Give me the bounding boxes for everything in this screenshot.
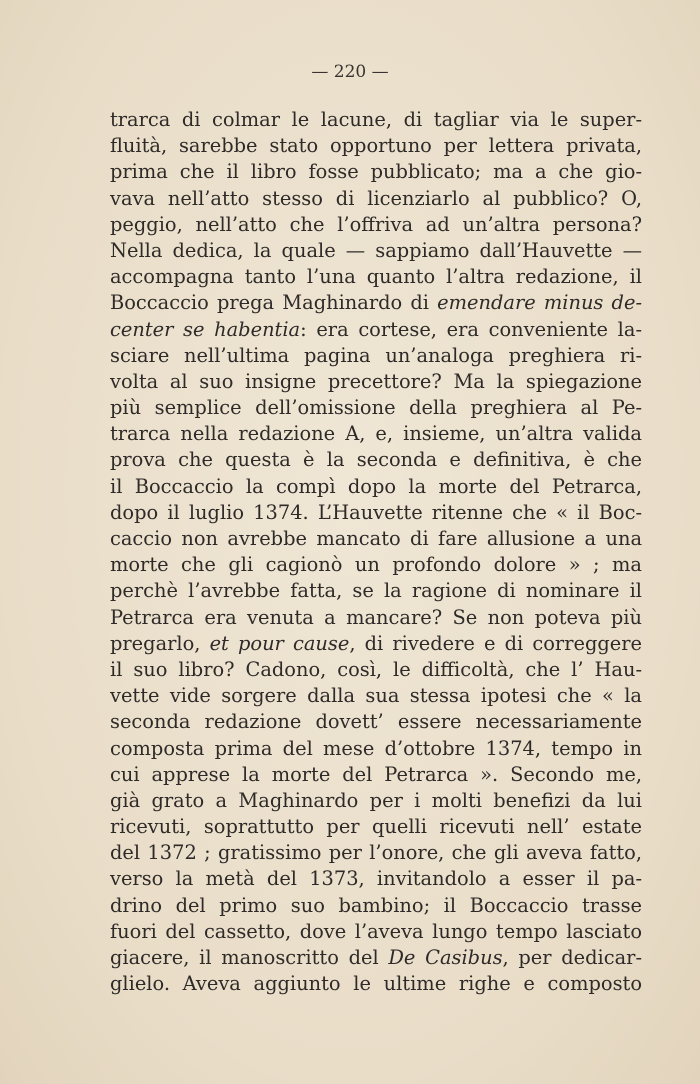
text-line: [110, 814, 642, 840]
text-run: perchè l’avrebbe fatta, se la ragione di nominare il: [110, 579, 642, 603]
text-line: [110, 317, 642, 343]
text-run: cui apprese la morte del Petrarca ». Secondo me,: [110, 762, 642, 786]
text-run: seconda redazione dovett’ essere necessariamente: [110, 710, 642, 734]
text-run: Petrarca era venuta a mancare? Se non poteva più: [110, 605, 642, 629]
text-line: [110, 212, 642, 238]
text-line: [110, 683, 642, 709]
text-run: del 1372 ; gratissimo per l’onore, che gli aveva fatto,: [110, 841, 642, 865]
text-run: fluità, sarebbe stato opportuno per lettera privata,: [110, 134, 642, 158]
text-run: composta prima del mese d’ottobre 1374, tempo in: [110, 736, 642, 760]
italic-phrase: et pour cause: [209, 631, 350, 655]
text-line: [110, 447, 642, 473]
text-line: [110, 133, 642, 159]
text-line: [110, 343, 642, 369]
text-line: [110, 526, 642, 552]
text-run: volta al suo insigne precettore? Ma la spiegazione: [110, 369, 642, 393]
text-run: dopo il luglio 1374. L’Hauvette ritenne che « il Boc-: [110, 500, 642, 524]
text-run: caccio non avrebbe mancato di fare allusione a una: [110, 527, 642, 550]
text-run: trarca nella redazione A, e, insieme, un’altra valida: [110, 422, 642, 446]
text-line: [110, 709, 642, 735]
text-run: giacere, il manoscritto del: [110, 946, 389, 969]
text-line: [110, 866, 642, 892]
text-run: pregarlo,: [110, 631, 210, 655]
text-run: , di rivedere e di correggere: [349, 631, 642, 655]
text-run: verso la metà del 1373, invitandolo a esser il pa-: [110, 867, 642, 891]
text-line: [110, 369, 642, 395]
text-line: [110, 657, 642, 683]
text-line: [110, 395, 642, 421]
text-line: [110, 788, 642, 814]
text-line: [110, 500, 642, 526]
text-run: glielo. Aveva aggiunto le ultime righe e composto: [110, 972, 642, 996]
text-line: [110, 762, 642, 788]
text-run: morte che gli cagionò un profondo dolore » ; ma: [110, 553, 642, 577]
text-run: prova che questa è la seconda e definitiva, è che: [110, 448, 642, 472]
italic-phrase: center se habentia: [110, 317, 301, 341]
text-line: [110, 945, 642, 971]
text-run: drino del primo suo bambino; il Boccaccio trasse: [110, 893, 642, 917]
text-run: Boccaccio prega Maghinardo di: [110, 291, 438, 315]
text-run: ricevuti, soprattutto per quelli ricevuti nell’ estate: [110, 815, 642, 839]
text-run: , per dedicar-: [502, 946, 643, 969]
italic-phrase: De Casibus: [388, 946, 503, 969]
text-run: accompagna tanto l’una quanto l’altra redazione, il: [110, 265, 642, 289]
text-line: [110, 893, 642, 919]
text-line: [110, 107, 642, 133]
text-line: [110, 736, 642, 762]
text-line: [110, 971, 642, 997]
text-line: [110, 238, 642, 264]
text-line: [110, 290, 642, 316]
page-number: — 220 —: [311, 62, 389, 82]
text-run: il Boccaccio la compì dopo la morte del Petrarca,: [110, 474, 642, 498]
text-run: sciare nell’ultima pagina un’analoga preghiera ri-: [110, 343, 642, 367]
text-run: Nella dedica, la quale — sappiamo dall’Hauvette —: [110, 238, 642, 262]
text-run: fuori del cassetto, dove l’aveva lungo tempo lasciato: [110, 919, 642, 943]
text-line: [110, 605, 642, 631]
text-line: [110, 421, 642, 447]
text-line: [110, 552, 642, 578]
text-line: [110, 840, 642, 866]
text-run: il suo libro? Cadono, così, le difficoltà, che l’ Hau-: [110, 657, 642, 681]
text-run: trarca di colmar le lacune, di tagliar via le super-: [110, 108, 642, 131]
body-text: [110, 107, 642, 997]
text-line: [110, 186, 642, 212]
text-line: [110, 159, 642, 185]
text-line: [110, 474, 642, 500]
text-line: [110, 631, 642, 657]
text-run: già grato a Maghinardo per i molti benefizi da lui: [110, 788, 642, 812]
text-run: vette vide sorgere dalla sua stessa ipotesi che « la: [110, 684, 642, 708]
text-run: peggio, nell’atto che l’offriva ad un’altra persona?: [110, 212, 642, 236]
text-run: prima che il libro fosse pubblicato; ma a che gio-: [110, 160, 642, 184]
text-run: più semplice dell’omissione della preghiera al Pe-: [110, 396, 642, 420]
text-run: : era cortese, era conveniente la-: [300, 317, 642, 341]
text-run: vava nell’atto stesso di licenziarlo al pubblico? O,: [110, 186, 642, 210]
text-line: [110, 264, 642, 290]
italic-phrase: emendare minus de-: [437, 291, 642, 315]
text-line: [110, 919, 642, 945]
text-line: [110, 578, 642, 604]
